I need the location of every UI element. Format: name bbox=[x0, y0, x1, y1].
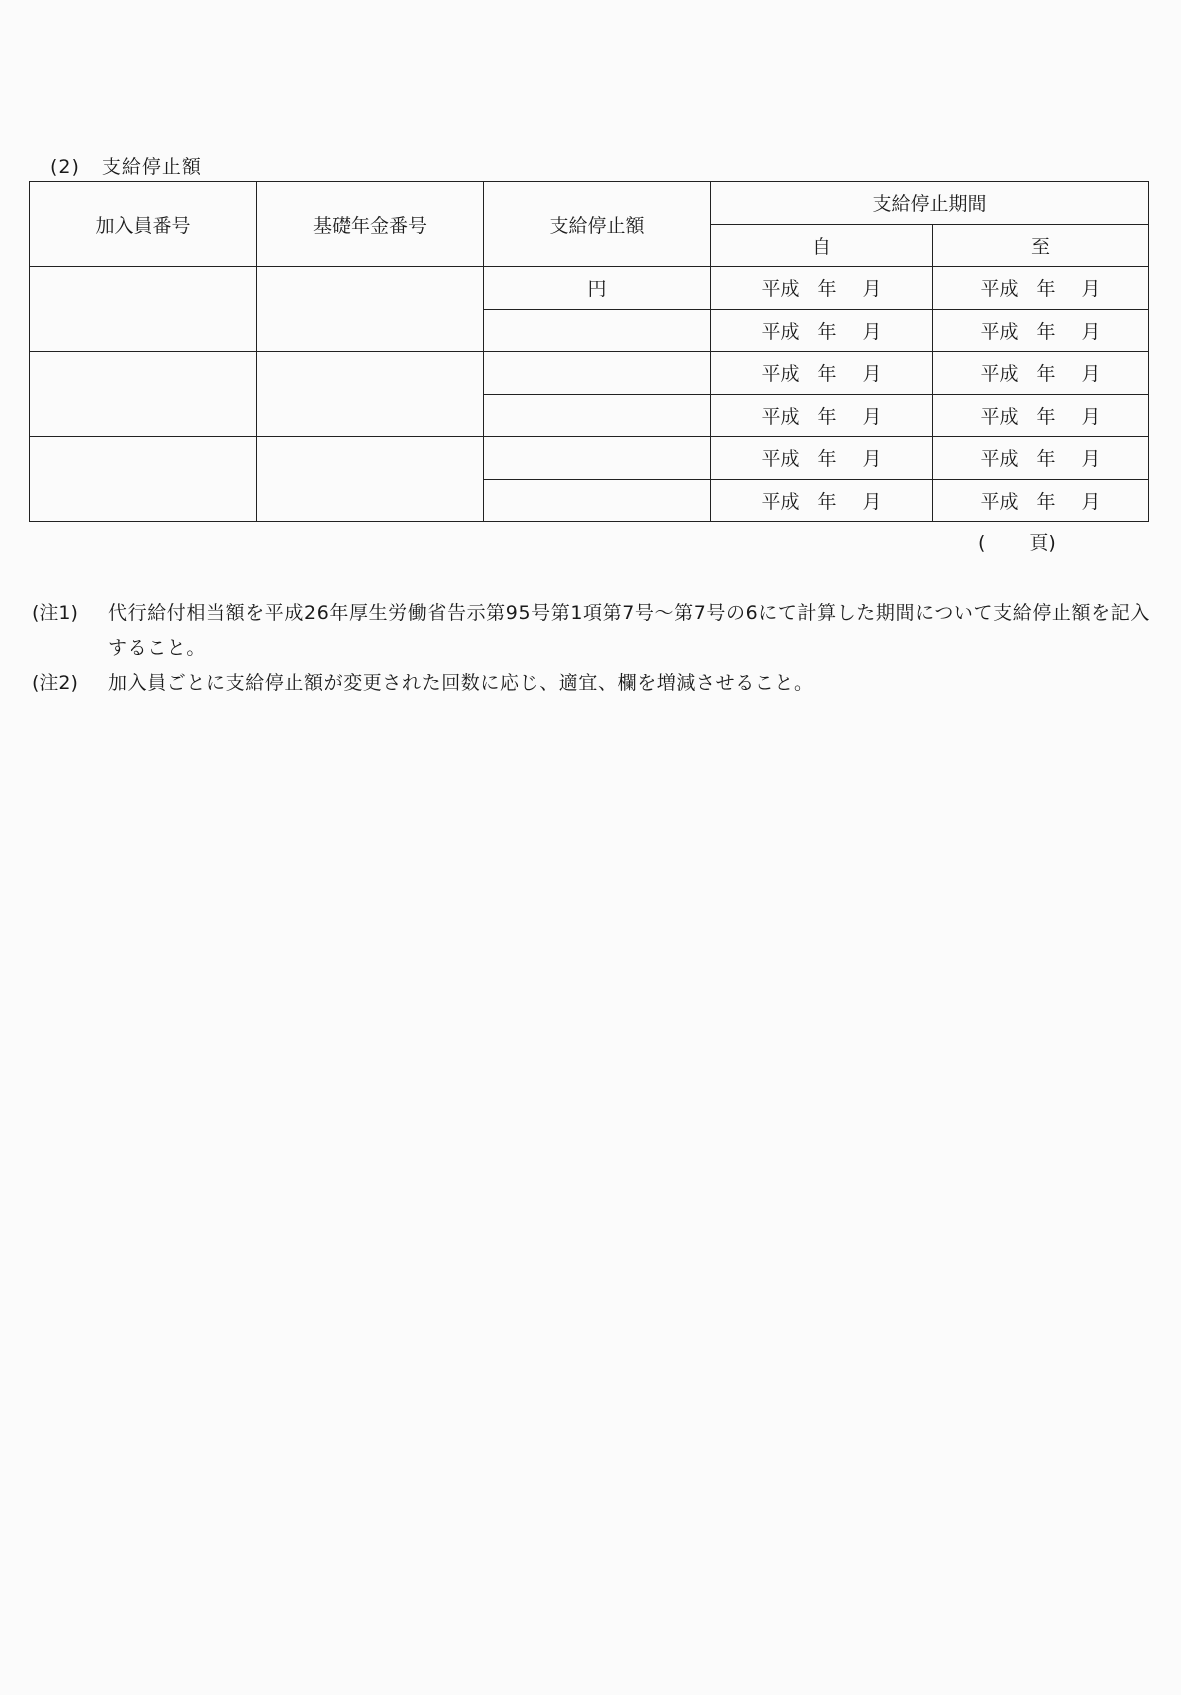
note-label: (注2) bbox=[32, 672, 78, 694]
header-period: 支給停止期間 bbox=[711, 182, 1149, 225]
suspension-table bbox=[29, 181, 1149, 522]
to-date-cell[interactable]: 平成 年 月 bbox=[932, 352, 1148, 395]
yen-unit: 円 bbox=[587, 278, 607, 301]
note-2 bbox=[32, 666, 1157, 701]
table-row bbox=[30, 437, 1149, 480]
page-reference: ( 頁) bbox=[978, 532, 1056, 554]
pension-number-cell[interactable] bbox=[257, 437, 484, 522]
pension-number-cell[interactable] bbox=[257, 267, 484, 352]
amount-cell[interactable] bbox=[484, 267, 711, 310]
amount-cell[interactable] bbox=[484, 309, 711, 352]
from-date-cell[interactable]: 平成 年 月 bbox=[711, 309, 933, 352]
header-to: 至 bbox=[932, 224, 1148, 267]
amount-cell[interactable] bbox=[484, 394, 711, 437]
amount-cell[interactable] bbox=[484, 437, 711, 480]
header-from: 自 bbox=[711, 224, 933, 267]
member-number-cell[interactable] bbox=[30, 267, 257, 352]
note-text: 代行給付相当額を平成26年厚生労働省告示第95号第1項第7号～第7号の6にて計算した期間について支給停止額を記入すること。 bbox=[108, 602, 1150, 659]
to-date-cell[interactable]: 平成 年 月 bbox=[932, 267, 1148, 310]
from-date-cell[interactable]: 平成 年 月 bbox=[711, 394, 933, 437]
amount-cell[interactable] bbox=[484, 352, 711, 395]
from-date-cell[interactable]: 平成 年 月 bbox=[711, 479, 933, 522]
notes bbox=[32, 596, 1157, 701]
member-number-cell[interactable] bbox=[30, 352, 257, 437]
to-date-cell[interactable]: 平成 年 月 bbox=[932, 437, 1148, 480]
from-date-cell[interactable]: 平成 年 月 bbox=[711, 267, 933, 310]
note-label: (注1) bbox=[32, 602, 78, 624]
section-heading: 支給停止額 bbox=[101, 156, 202, 178]
pension-number-cell[interactable] bbox=[257, 352, 484, 437]
member-number-cell[interactable] bbox=[30, 437, 257, 522]
section-number: (2) bbox=[50, 156, 80, 178]
table-row bbox=[30, 267, 1149, 310]
section-title bbox=[50, 152, 202, 179]
to-date-cell[interactable]: 平成 年 月 bbox=[932, 479, 1148, 522]
header-member-number: 加入員番号 bbox=[30, 182, 257, 267]
to-date-cell[interactable]: 平成 年 月 bbox=[932, 394, 1148, 437]
table-row bbox=[30, 352, 1149, 395]
amount-cell[interactable] bbox=[484, 479, 711, 522]
note-text: 加入員ごとに支給停止額が変更された回数に応じ、適宜、欄を増減させること。 bbox=[108, 672, 814, 694]
header-amount: 支給停止額 bbox=[484, 182, 711, 267]
header-pension-number: 基礎年金番号 bbox=[257, 182, 484, 267]
from-date-cell[interactable]: 平成 年 月 bbox=[711, 352, 933, 395]
note-1 bbox=[32, 596, 1157, 666]
to-date-cell[interactable]: 平成 年 月 bbox=[932, 309, 1148, 352]
from-date-cell[interactable]: 平成 年 月 bbox=[711, 437, 933, 480]
